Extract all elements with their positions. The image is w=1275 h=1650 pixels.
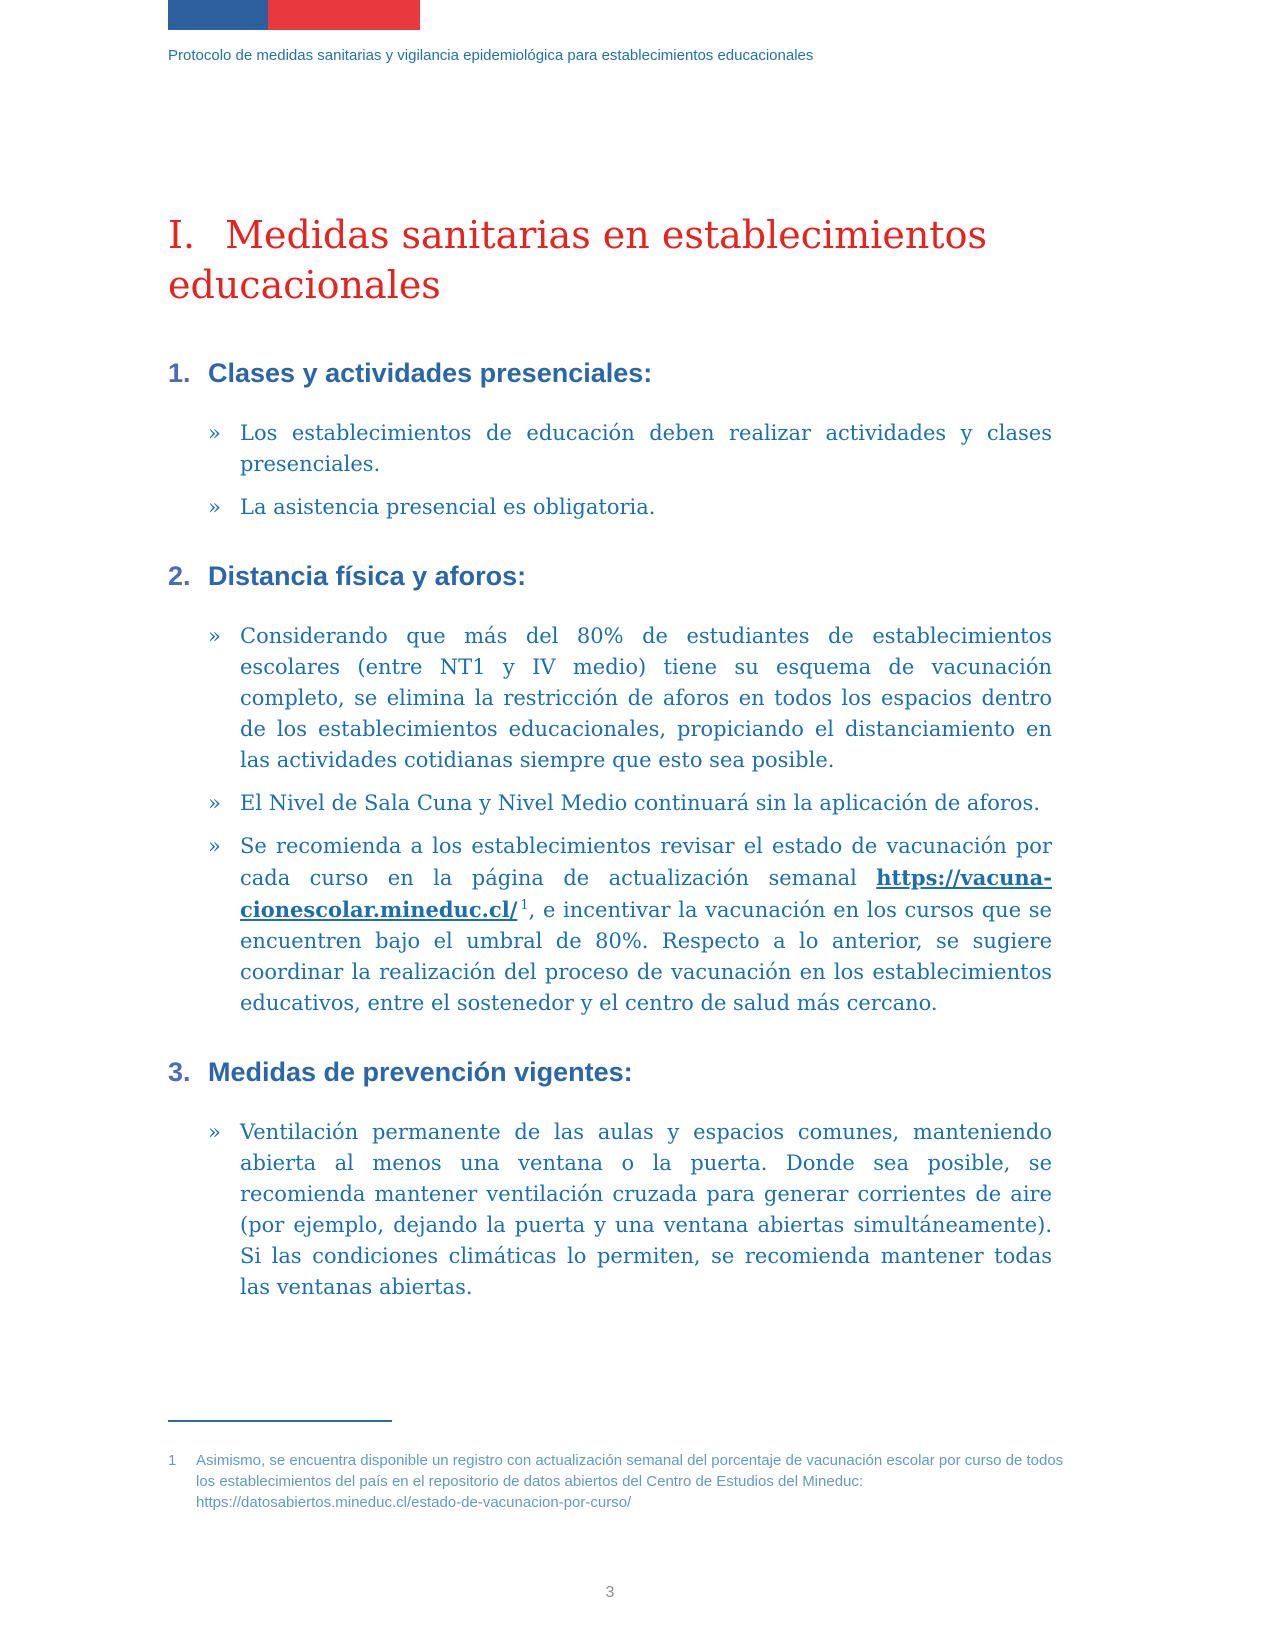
section-heading — [168, 356, 1052, 390]
document-header-text: Protocolo de medidas sanitarias y vigilancia epidemiológica para establecimientos educacionales — [168, 47, 814, 64]
footnote-ref-marker: 1 — [520, 898, 529, 913]
bullet-text: Considerando que más del 80% de estudiantes de establecimientos escolares (entre NT1 y IV medio) tiene su esquema de vacunación completo, se elimina la restricción de aforos en todos los espacios dentro de los establecimientos educacionales, propiciando el distanciamiento en las actividades cotidianas siempre que esto sea posible. — [240, 624, 1052, 772]
list-item — [168, 621, 1052, 776]
list-item — [168, 418, 1052, 480]
section-heading — [168, 1055, 1052, 1089]
section-title: Clases y actividades presenciales: — [208, 358, 653, 388]
section-number: 1. — [168, 358, 191, 388]
title-text: Medidas sanitarias en establecimientos educacionales — [168, 213, 987, 307]
section-title: Medidas de prevención vigentes: — [208, 1057, 633, 1087]
flag-blue-block — [168, 0, 268, 30]
main-content — [168, 210, 1052, 1315]
list-item — [168, 831, 1052, 1019]
bullet-list — [168, 621, 1052, 1019]
bullet-text: El Nivel de Sala Cuna y Nivel Medio continuará sin la aplicación de aforos. — [240, 791, 1040, 815]
section-number: 2. — [168, 561, 191, 591]
chevron-bullet-icon: » — [208, 791, 221, 815]
bullet-list — [168, 1117, 1052, 1303]
bullet-text-segment: Se recomienda a los establecimientos revisar el estado de vacunación por cada curso en la página de actualización semanal — [240, 834, 1052, 890]
page-title — [168, 210, 1052, 310]
list-item — [168, 788, 1052, 819]
title-numeral: I. — [168, 213, 196, 257]
footnote-number: 1 — [168, 1452, 177, 1469]
footnote-text: Asimismo, se encuentra disponible un registro con actualización semanal del porcentaje de vacunación escolar por curso de todos los establecimientos del país en el repositorio de datos abiertos del Centro de Estudios del Mineduc: https://datosabiertos.mineduc.cl/estado-de-vacunacion-por-curso/ — [196, 1452, 1064, 1511]
section-heading — [168, 559, 1052, 593]
section-prevencion — [168, 1055, 1052, 1303]
chevron-bullet-icon: » — [208, 1120, 221, 1144]
footnote — [168, 1450, 1064, 1513]
bullet-text — [240, 831, 1052, 1019]
page-number: 3 — [605, 1584, 615, 1601]
bullet-text: Los establecimientos de educación deben realizar actividades y clases presenciales. — [240, 421, 1052, 476]
chevron-bullet-icon: » — [208, 495, 221, 519]
chevron-bullet-icon: » — [208, 421, 221, 445]
bullet-text-segment: , e incentivar la vacunación en los cursos que se encuentren bajo el umbral de 80%. Respecto a lo anterior, se sugiere coordinar la realización del proceso de vacunación en los establecimientos educativos, entre el sostenedor y el centro de salud más cercano. — [240, 898, 1052, 1015]
section-title: Distancia física y aforos: — [208, 561, 527, 591]
chevron-bullet-icon: » — [208, 834, 221, 858]
bullet-text: La asistencia presencial es obligatoria. — [240, 495, 656, 519]
section-distancia — [168, 559, 1052, 1019]
footnote-divider — [168, 1420, 392, 1422]
chevron-bullet-icon: » — [208, 624, 221, 648]
vacunacion-escolar-link[interactable]: https://vacuna-cionescolar.mineduc.cl/ — [240, 865, 1052, 922]
bullet-list — [168, 418, 1052, 523]
section-clases — [168, 356, 1052, 523]
brand-flag-bar — [168, 0, 420, 30]
list-item — [168, 492, 1052, 523]
bullet-text: Ventilación permanente de las aulas y espacios comunes, manteniendo abierta al menos una ventana o la puerta. Donde sea posible, se recomienda mantener ventilación cruzada para generar corrientes de aire (por ejemplo, dejando la puerta y una ventana abiertas simultáneamente). Si las condiciones climáticas lo permiten, se recomienda mantener todas las ventanas abiertas. — [240, 1120, 1052, 1299]
list-item — [168, 1117, 1052, 1303]
section-number: 3. — [168, 1057, 191, 1087]
flag-red-block — [268, 0, 420, 30]
